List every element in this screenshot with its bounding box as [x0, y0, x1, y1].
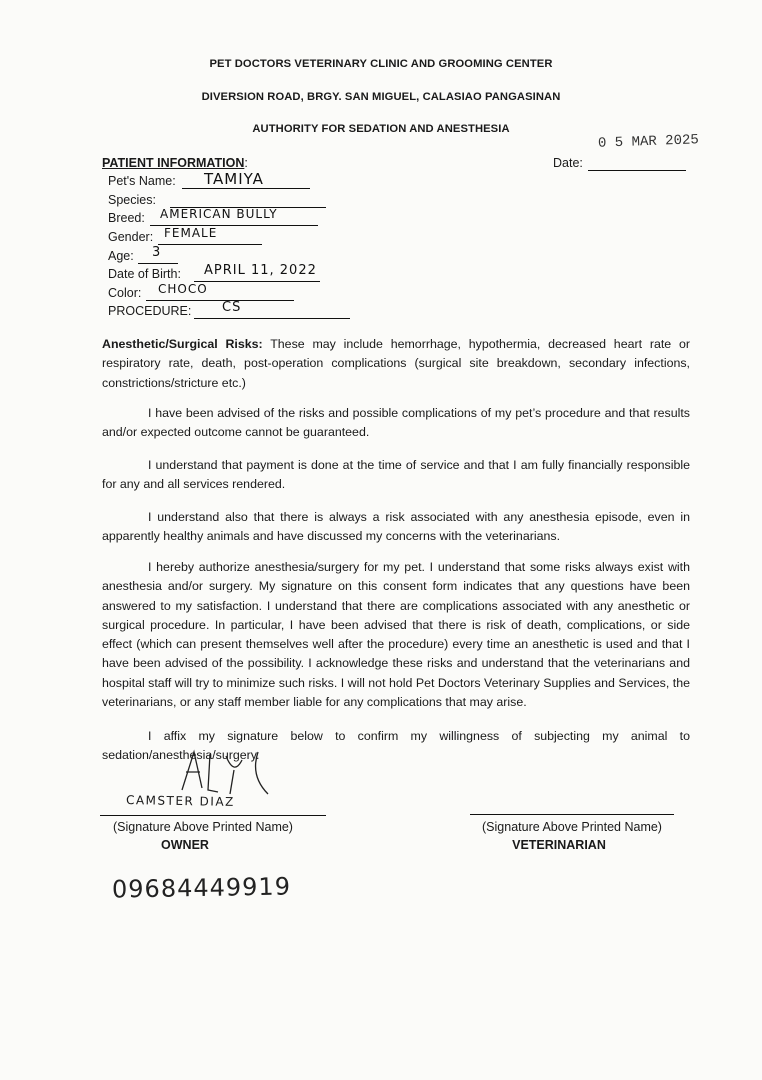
- color-field: [108, 282, 208, 304]
- contact-number: 09684449919: [111, 872, 292, 904]
- species-field: [108, 193, 156, 211]
- procedure-line: [194, 318, 350, 319]
- risks-text: These may include hemorrhage, hypothermia, decreased heart rate or respiratory rate, death, post-operation complications (surgical site breakdown, secondary infections, constrictions/stricture etc.): [102, 337, 690, 390]
- color-line: [146, 300, 294, 301]
- patient-info-colon: :: [244, 156, 248, 170]
- paragraph-affix-signature: I affix my signature below to confirm my willingness of subjecting my animal to sedation/anesthesia/surgery.: [102, 729, 690, 763]
- gender-value: FEMALE: [164, 226, 218, 240]
- gender-field: [108, 226, 218, 248]
- gender-line: [158, 244, 262, 245]
- pet-name-value: TAMIYA: [204, 170, 264, 188]
- vet-role: VETERINARIAN: [512, 838, 606, 852]
- paragraph-payment: I understand that payment is done at the time of service and that I am fully financially responsible for any and all services rendered.: [102, 458, 690, 492]
- owner-signature-caption: (Signature Above Printed Name): [113, 820, 293, 834]
- owner-printed-name: CAMSTER DIAZ: [125, 793, 235, 809]
- risks-heading: Anesthetic/Surgical Risks:: [102, 337, 263, 351]
- vet-signature-caption: (Signature Above Printed Name): [482, 820, 662, 834]
- date-field-line: [588, 170, 686, 171]
- risks-paragraph: [102, 335, 690, 393]
- species-label: Species:: [108, 193, 156, 207]
- dob-line: [194, 281, 320, 282]
- vet-signature-line: [470, 814, 674, 815]
- patient-info-title: PATIENT INFORMATION: [102, 156, 245, 170]
- breed-label: Breed:: [108, 211, 145, 225]
- date-stamp: 0 5 MAR 2025: [597, 132, 700, 152]
- owner-role: OWNER: [161, 838, 209, 852]
- clinic-address: DIVERSION ROAD, BRGY. SAN MIGUEL, CALASIAO PANGASINAN: [201, 91, 561, 103]
- age-field: [108, 245, 162, 267]
- color-label: Color:: [108, 286, 142, 300]
- dob-value: APRIL 11, 2022: [204, 263, 317, 278]
- owner-signature-line: [100, 815, 326, 816]
- date-label: Date:: [553, 156, 583, 170]
- patient-info-heading: [102, 156, 248, 170]
- pet-name-field: [108, 170, 264, 192]
- breed-value: AMERICAN BULLY: [160, 207, 278, 221]
- procedure-value: CS: [222, 300, 242, 315]
- paragraph-authorization: I hereby authorize anesthesia/surgery for my pet. I understand that some risks always exist with anesthesia and/or surgery. My signature on this consent form indicates that any questions have been answered to my satisfaction. I understand that there are complications associated with any anesthetic or surgical procedure. In particular, I have been advised that there is risk of death, complications, or side effect (which can present themselves well after the procedure) every time an anesthetic is used and that I have been advised of the possibility. I acknowledge these risks and understand that the veterinarians and hospital staff will try to minimize such risks. I will not hold Pet Doctors Veterinary Supplies and Services, the veterinarians, or any staff member liable for any complications that may arise.: [102, 560, 690, 710]
- clinic-name: PET DOCTORS VETERINARY CLINIC AND GROOMING CENTER: [209, 58, 553, 70]
- form-title: AUTHORITY FOR SEDATION AND ANESTHESIA: [252, 123, 510, 135]
- age-label: Age:: [108, 249, 134, 263]
- breed-field: [108, 207, 278, 229]
- owner-signature-scribble: [118, 746, 278, 800]
- age-line: [138, 263, 178, 264]
- age-value: 3: [152, 245, 162, 260]
- procedure-label: PROCEDURE:: [108, 304, 192, 318]
- pet-name-line: [182, 188, 310, 189]
- gender-label: Gender:: [108, 230, 154, 244]
- procedure-field: [108, 300, 242, 322]
- paragraph-advised: I have been advised of the risks and possible complications of my pet’s procedure and that results and/or expected outcome cannot be guaranteed.: [102, 406, 690, 440]
- color-value: CHOCO: [158, 282, 208, 296]
- dob-label: Date of Birth:: [108, 267, 181, 281]
- pet-name-label: Pet's Name:: [108, 174, 176, 188]
- paragraph-risk-understanding: I understand also that there is always a risk associated with any anesthesia episode, even in apparently healthy animals and have discussed my concerns with the veterinarians.: [102, 510, 690, 544]
